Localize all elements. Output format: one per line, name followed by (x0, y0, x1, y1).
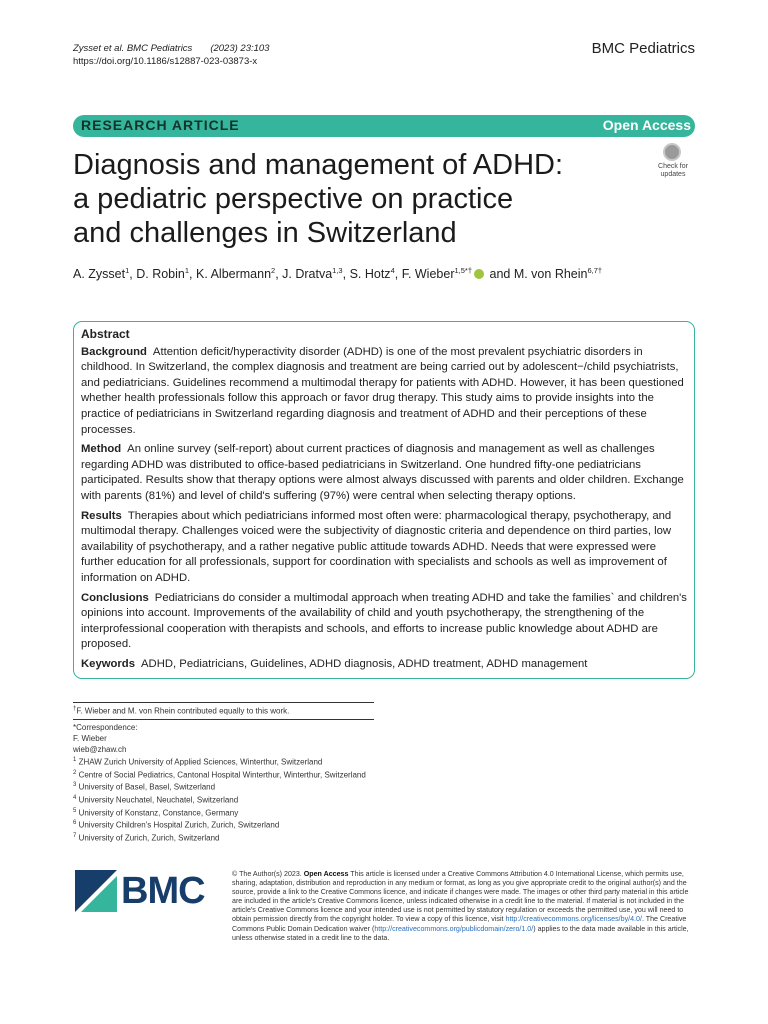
bmc-logo (75, 870, 215, 912)
check-updates-line2: updates (660, 171, 686, 178)
footnote-divider (73, 702, 374, 703)
title-line-3: and challenges in Switzerland (73, 217, 457, 249)
bmc-logo-text: BMC (121, 870, 205, 912)
keywords-text: ADHD, Pediatricians, Guidelines, ADHD diagnosis, ADHD treatment, ADHD management (141, 657, 588, 670)
bmc-logo-icon (75, 870, 117, 912)
check-updates-line1: Check for (658, 163, 688, 170)
affiliation-item: $^5$ University of Konstanz, Constance, Germany (73, 807, 239, 818)
affiliation-item: $^1$ ZHAW Zurich University of Applied Sciences, Winterthur, Switzerland (73, 757, 323, 767)
check-updates-icon (663, 143, 681, 161)
author-name[interactable]: S. Hotz (349, 267, 391, 282)
affiliation-item: $^2$ Centre of Social Pediatrics, Cantonal Hospital Winterthur, Winterthur, Switzerland (73, 769, 366, 780)
author-name[interactable]: F. Wieber (401, 267, 455, 282)
article-title (73, 148, 593, 250)
abstract-conclusions (81, 591, 687, 653)
background-text: Attention deficit/hyperactivity disorder (ADHD) is one of the most prevalent psychiatric disorders in childhood. In Switzerland, the complex diagnosis and treatment are being carried out by adolescent−/child psychiatrists, and pediatricians. Guidelines recommend a multimodal therapy for patients with ADHD. However, it has been questioned whether health professionals follow this approach or favor drug therapy. This study aims to provide insights into the practice of pediatricians in Switzerland regarding diagnosis and treatment of ADHD and their perceptions of these processes. (81, 345, 684, 436)
author-affiliation: 4 (390, 266, 395, 275)
results-label: Results (81, 509, 122, 522)
abstract-background (81, 345, 687, 439)
title-line-1: Diagnosis and management of ADHD: (73, 149, 564, 181)
affiliation-item: $^6$ University Children's Hospital Zurich, Zurich, Switzerland (73, 820, 280, 830)
license-body: This article is licensed under a Creative Commons Attribution 4.0 International License, which permits use, sharing, adaptation, distribution and reproduction in any medium or format, as long as you give appropriate credit to the original author(s) and the source, provide a link to the Creative Commons licence, and indicate if changes were made. The images or other third party material in this article are included in the article's Creative Commons licence, unless indicated otherwise in a credit line to the material. If material is not included in the article's Creative Commons licence and your intended use is not permitted by statutory regulation or exceeds the permitted use, you will need to obtain permission directly from the copyright holder. To view a copy of this licence, visit (232, 870, 689, 924)
author-name[interactable]: D. Robin (136, 267, 185, 282)
author-affiliation: 1 (184, 266, 190, 275)
title-line-2: a pediatric perspective on practice (73, 183, 514, 215)
check-for-updates-button[interactable] (652, 140, 694, 180)
citation-year: (2023) 23:103 (210, 43, 270, 54)
conclusions-label: Conclusions (81, 591, 149, 604)
license-link[interactable]: http://creativecommons.org/publicdomain/zero/1.0/ (374, 924, 534, 933)
keywords-label: Keywords (81, 657, 135, 670)
correspondence-label: *Correspondence: (73, 723, 138, 732)
footnote-divider (73, 719, 374, 720)
author-name[interactable]: M. von Rhein (513, 267, 588, 282)
abstract-results (81, 509, 687, 587)
open-access-label: Open Access (602, 117, 691, 133)
license-middle: . The Creative Commons Public Domain Dedication waiver ( (232, 915, 687, 933)
license-open-access: Open Access (303, 870, 349, 878)
correspondence-block (73, 722, 373, 844)
affiliation-item: $^4$ University Neuchatel, Neuchatel, Switzerland (73, 794, 239, 805)
author-affiliation: 6,7† (587, 266, 603, 275)
background-label: Background (81, 345, 147, 358)
license-prefix: © The Author(s) 2023. (232, 870, 302, 878)
citation-header (73, 42, 269, 68)
abstract-method (81, 442, 687, 504)
abstract-heading: Abstract (81, 327, 130, 341)
author-name[interactable]: K. Albermann (195, 267, 272, 282)
equal-contribution-note: †F. Wieber and M. von Rhein contributed equally to this work. (73, 706, 290, 716)
correspondence-name: F. Wieber (73, 734, 107, 743)
results-text: Therapies about which pediatricians informed most often were: pharmacological therapy, psychotherapy, and multimodal therapy. Challenges voiced were the subjectivity of diagnostic criteria and dependence on third parties, low availability of psychotherapy, and a rather negative public attitude towards ADHD. Needs that were expressed were further education for all professionals, support for coordination with specialists and schools as well as improvement of information on ADHD. (81, 509, 672, 584)
author-affiliation: 1 (125, 266, 130, 275)
license-suffix: ) applies to the data made available in this article, unless otherwise stated in a credit line to the data. (232, 924, 689, 942)
method-text: An online survey (self-report) about current practices of diagnosis and management as well as challenges regarding ADHD was distributed to office-based pediatricians in Switzerland. One hundred fifty-one pediatricians participated. Results show that therapy options were almost always discussed with parents and older children. Exchange with parents (81%) and level of child's suffering (97%) were central when selecting therapy options. (81, 443, 684, 502)
conclusions-text: Pediatricians do consider a multimodal approach when treating ADHD and take the families` and children's opinions into account. Improvements of the availability of child and youth psychotherapy, the strengthening of the interprofessional cooperation with therapists and schools, and efforts to increase public knowledge about ADHD are proposed. (81, 591, 687, 651)
author-affiliation: 1,5*† (454, 266, 473, 275)
author-affiliation: 1,3 (332, 266, 343, 275)
method-label: Method (81, 443, 122, 456)
license-text (232, 870, 692, 943)
affiliation-item: $^3$ University of Basel, Basel, Switzerland (73, 782, 216, 792)
article-type-label: RESEARCH ARTICLE (81, 117, 240, 133)
author-list: A. Zysset$^1$, D. Robin$^1$, K. Albermann$^2$, J. Dratva$^{1,3}$, S. Hotz$^4$, F. Wieber$^{1,5*\dagger}$ and M. von Rhein$^{6,7\dagger}$ (73, 266, 603, 282)
article-type-banner (73, 115, 695, 137)
abstract-keywords (81, 657, 687, 673)
doi-link[interactable]: https://doi.org/10.1186/s12887-023-03873-x (73, 56, 258, 67)
author-name[interactable]: A. Zysset (73, 267, 126, 282)
author-affiliation: 2 (271, 266, 276, 275)
journal-name: BMC Pediatrics (591, 40, 695, 57)
author-name[interactable]: J. Dratva (282, 267, 333, 282)
abstract-content (81, 327, 687, 676)
correspondence-email[interactable]: wieb@zhaw.ch (73, 745, 127, 754)
affiliation-item: $^7$ University of Zurich, Zurich, Switzerland (73, 832, 220, 843)
orcid-icon[interactable] (474, 269, 484, 279)
citation-authors: Zysset et al. BMC Pediatrics (73, 43, 193, 54)
license-link[interactable]: http://creativecommons.org/licenses/by/4.0/ (505, 915, 642, 924)
equal-contribution-text: F. Wieber and M. von Rhein contributed equally to this work. (76, 706, 290, 716)
